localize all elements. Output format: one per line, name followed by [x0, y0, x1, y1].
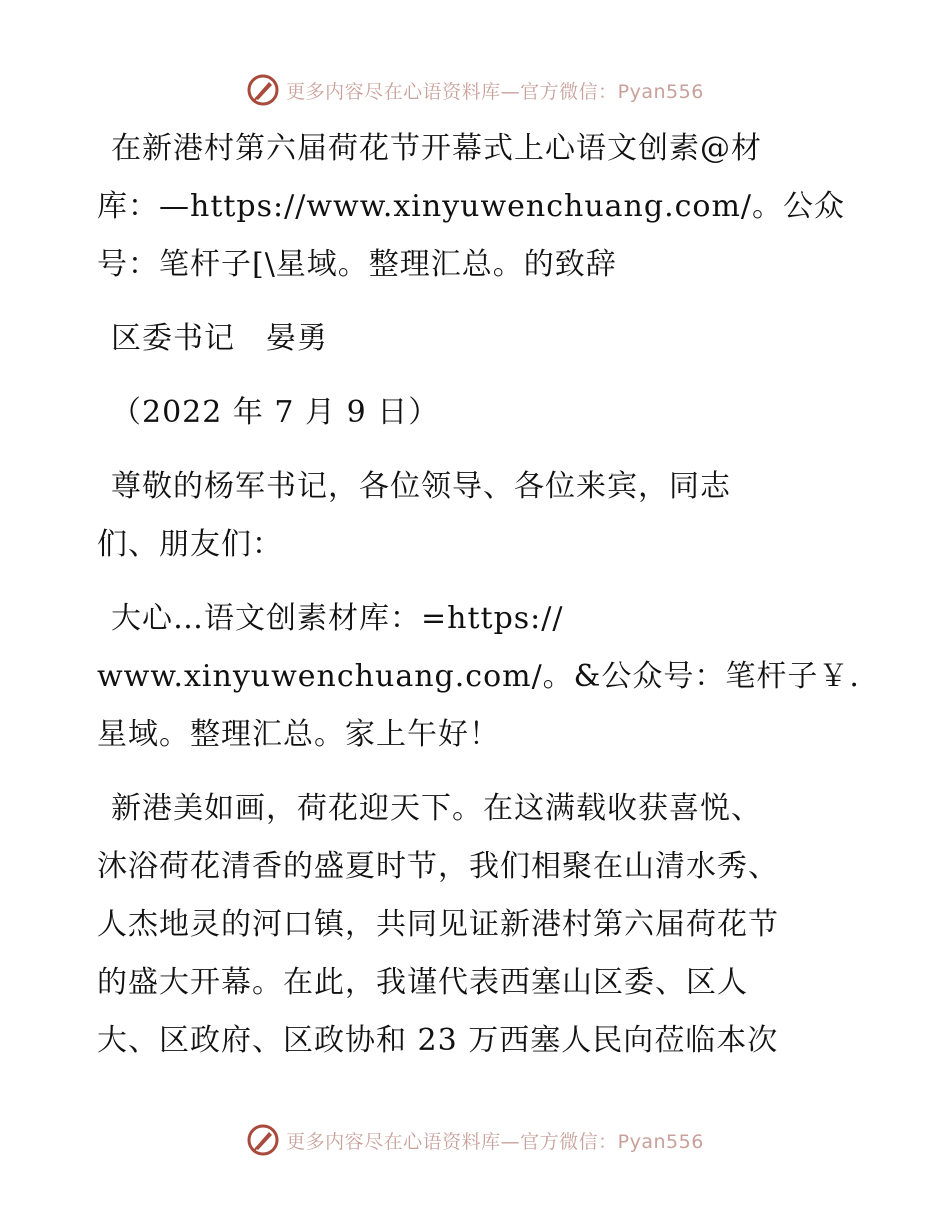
quill-logo-icon — [246, 1123, 280, 1157]
text-line: 的盛大开幕。在此，我谨代表西塞山区委、区人 — [97, 965, 748, 1000]
text-line: 沐浴荷花清香的盛夏时节，我们相聚在山清水秀、 — [97, 849, 779, 884]
text-line: 号：笔杆子[\星域。整理汇总。的致辞 — [97, 247, 617, 282]
text-line: 尊敬的杨军书记，各位领导、各位来宾，同志 — [111, 469, 731, 504]
quill-logo-icon — [246, 73, 280, 107]
paragraph-title — [97, 120, 857, 294]
text-line: 库：—https://www.xinyuwenchuang.com/。公众 — [97, 189, 846, 224]
paragraph-salutation — [97, 458, 857, 574]
text-line: （2022 年 7 月 9 日） — [111, 395, 440, 430]
text-line: 在新港村第六届荷花节开幕式上心语文创素@材 — [111, 131, 762, 166]
text-line: 新港美如画，荷花迎天下。在这满载收获喜悦、 — [111, 791, 762, 826]
footer-watermark-banner — [0, 1120, 950, 1160]
paragraph-author — [97, 310, 857, 368]
paragraph-date — [97, 384, 857, 442]
text-line: 区委书记 晏勇 — [111, 321, 328, 356]
text-line: 们、朋友们： — [97, 527, 283, 562]
document-body — [97, 120, 860, 1086]
text-line: 大、区政府、区政协和 23 万西塞人民向莅临本次 — [97, 1023, 779, 1058]
header-watermark-banner — [0, 70, 950, 110]
paragraph-body — [97, 780, 857, 1070]
text-line: 人杰地灵的河口镇，共同见证新港村第六届荷花节 — [97, 907, 779, 942]
paragraph-greeting — [97, 590, 860, 764]
banner-text: 更多内容尽在心语资料库—官方微信：Pyan556 — [286, 1130, 704, 1153]
banner-text: 更多内容尽在心语资料库—官方微信：Pyan556 — [286, 80, 704, 103]
text-line: 星域。整理汇总。家上午好！ — [97, 717, 500, 752]
text-line: www.xinyuwenchuang.com/。&公众号：笔杆子￥. — [97, 659, 860, 694]
text-line: 大心…语文创素材库：=https:// — [111, 601, 564, 636]
